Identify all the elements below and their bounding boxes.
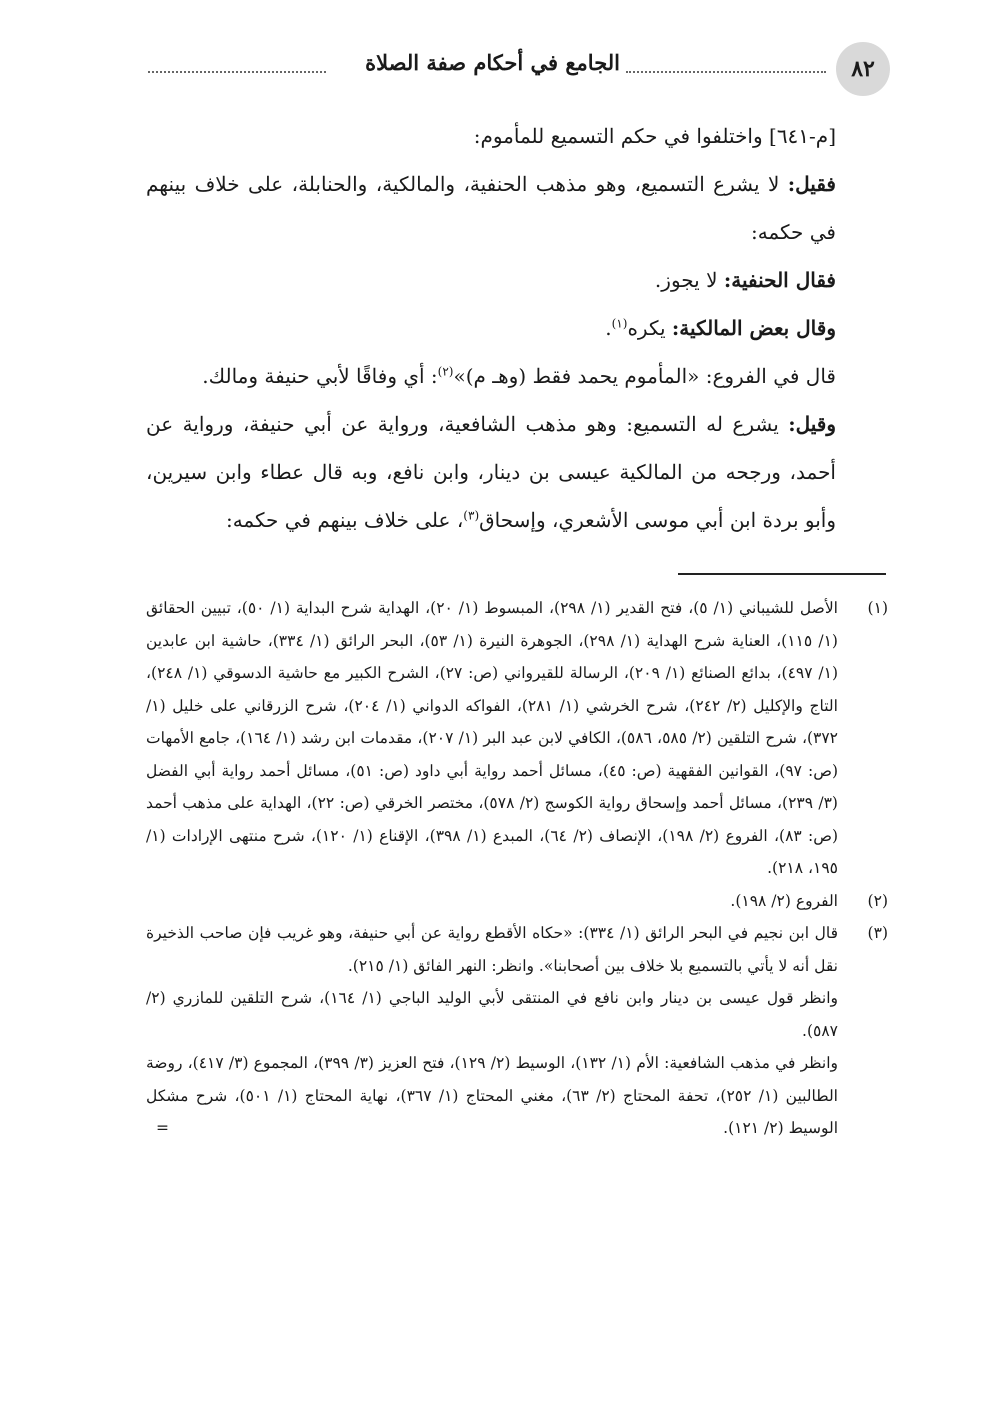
paragraph-first-view: فقيل: لا يشرع التسميع، وهو مذهب الحنفية، والمالكية، والحنابلة، على خلاف بينهم في حكمه: [146, 172, 836, 244]
footnote-2 [146, 885, 888, 918]
paragraph-furu-quote: قال في الفروع: «المأموم يحمد فقط (وهـ م)»$^{(٢)}$: أي وفاقًا لأبي حنيفة ومالك. [202, 364, 836, 388]
footnote-text: الأصل للشيباني (١/ ٥)، فتح القدير (١/ ٢٩٨)، المبسوط (١/ ٢٠)، الهداية شرح البداية (١/ ٥٠)، تبيين الحقائق (١/ ١١٥)، العناية شرح الهداية (١/ ٢٩٨)، الجوهرة النيرة (١/ ٥٣)، البحر الرائق (١/ ٣٣٤)، حاشية ابن عابدين (١/ ٤٩٧)، بدائع الصنائع (١/ ٢٠٩)، الرسالة للقيرواني (ص: ٢٧)، الشرح الكبير مع حاشية الدسوقي (١/ ٢٤٨)، التاج والإكليل (٢/ ٢٤٢)، شرح الخرشي (١/ ٢٨١)، الفواكه الدواني (١/ ٢٠٤)، شرح الزرقاني على خليل (١/ ٣٧٢)، شرح التلقين (٢/ ٥٨٥، ٥٨٦)، الكافي لابن عبد البر (١/ ٢٠٧)، مقدمات ابن رشد (١/ ١٦٤)، جامع الأمهات (ص: ٩٧)، القوانين الفقهية (ص: ٤٥)، مسائل أحمد رواية أبي داود (ص: ٥١)، مسائل أحمد رواية أبي الفضل (٣/ ٢٣٩)، مسائل أحمد وإسحاق رواية الكوسج (٢/ ٥٧٨)، مختصر الخرقي (ص: ٢٢)، الهداية على مذهب أحمد (ص: ٨٣)، الفروع (٢/ ١٩٨)، الإنصاف (٢/ ٦٤)، المبدع (١/ ٣٩٨)، الإقناع (١/ ١٢٠)، شرح منتهى الإرادات (١/ ١٩٥، ٢١٨). [146, 599, 839, 877]
header-dotted-rule-right [626, 71, 826, 73]
footnote-3 [146, 917, 888, 1145]
footnote-text: وانظر في مذهب الشافعية: الأم (١/ ١٣٢)، الوسيط (٢/ ١٢٩)، فتح العزيز (٣/ ٣٩٩)، المجموع (٣/ ٤١٧)، روضة الطالبين (١/ ٢٥٢)، تحفة المحتاج (٢/ ٦٣)، مغني المحتاج (١/ ٣٦٧)، نهاية المحتاج (١/ ٥٠١)، شرح مشكل الوسيط (٢/ ١٢١). [146, 1054, 838, 1137]
footnote-ref-2[interactable]: (٢) [437, 364, 454, 379]
footnote-number: (١) [867, 599, 888, 617]
footnote-text: وانظر قول عيسى بن دينار وابن نافع في المنتقى لأبي الوليد الباجي (١/ ١٦٤)، شرح التلقين للمازري (٢/ ٥٨٧). [146, 989, 838, 1040]
footnote-separator [678, 573, 886, 575]
paragraph-second-view: وقيل: يشرع له التسميع: وهو مذهب الشافعية، ورواية عن أبي حنيفة، ورواية عن أحمد، ورجحه من المالكية عيسى بن دينار، وابن نافع، وبه قال عطاء وابن سيرين، وأبو بردة ابن أبي موسى الأشعري، وإسحاق$^{(٣)}$، على خلاف بينهم في حكمه: [146, 412, 836, 532]
page-header [148, 42, 890, 98]
footnote-text: قال ابن نجيم في البحر الرائق (١/ ٣٣٤): «حكاه الأقطع رواية عن أبي حنيفة، وهو غريب فإن صاحب الذخيرة نقل أنه لا يأتي بالتسميع بلا خلاف بين أصحابنا». وانظر: النهر الفائق (١/ ٢١٥). [146, 924, 838, 975]
paragraph-hanafi: فقال الحنفية: لا يجوز. [654, 268, 836, 292]
footnote-ref-1[interactable]: (١) [611, 316, 628, 331]
footnote-number: (٢) [867, 891, 888, 910]
main-text [146, 112, 886, 544]
footnote-1 [146, 592, 888, 885]
continuation-mark: = [156, 1119, 169, 1137]
page-number: ٨٢ [836, 42, 890, 96]
paragraph-maliki: وقال بعض المالكية: يكره$^{(١)}$. [605, 316, 836, 340]
footnotes [146, 592, 888, 1145]
footnote-ref-3[interactable]: (٣) [463, 508, 480, 523]
header-dotted-rule-left [148, 71, 326, 73]
footnote-text: الفروع (٢/ ١٩٨). [730, 891, 838, 910]
footnote-number: (٣) [867, 924, 888, 942]
issue-heading: [م-٦٤١] واختلفوا في حكم التسميع للمأموم: [473, 124, 836, 148]
running-title: الجامع في أحكام صفة الصلاة [365, 50, 620, 75]
